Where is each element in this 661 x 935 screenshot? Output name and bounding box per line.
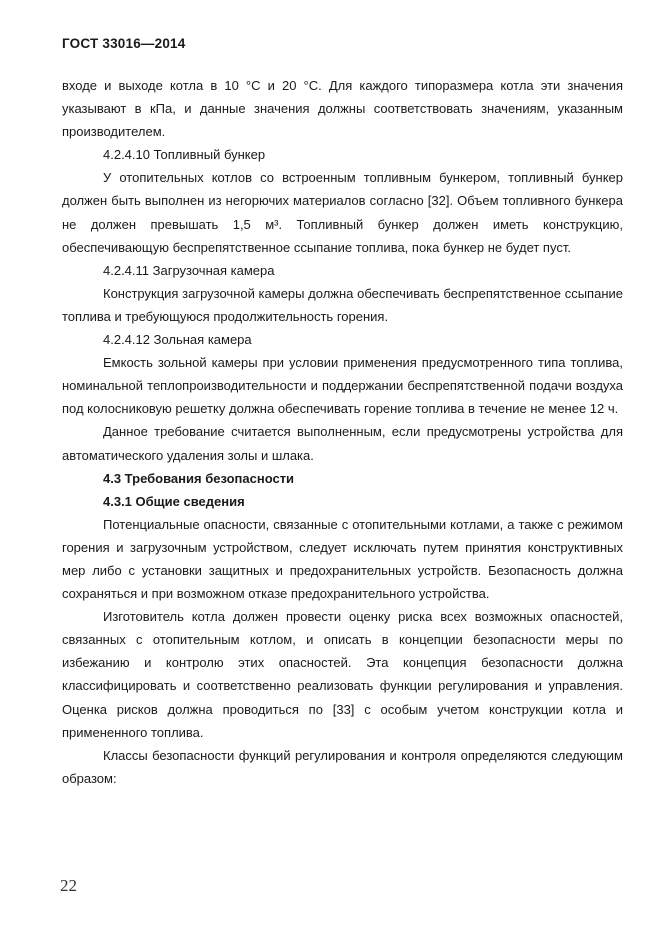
paragraph-ash-removal: Данное требование считается выполненным, если предусмотрены устройства для автоматического удаления золы и шлака. — [62, 424, 623, 463]
clause-heading-fuel-hopper: 4.2.4.10 Топливный бункер — [103, 147, 266, 163]
paragraph-continuation: входе и выходе котла в 10 °С и 20 °С. Для каждого типоразмера котла эти значения указывают в кПа, и данные значения должны соответствовать значениям, указанным производителем. — [62, 78, 623, 140]
page-number: 22 — [60, 876, 77, 895]
clause-heading-ash-chamber: 4.2.4.12 Зольная камера — [103, 332, 252, 348]
paragraph-loading-chamber: Конструкция загрузочной камеры должна обеспечивать беспрепятственное ссыпание топлива и требующуюся продолжительность горения. — [62, 285, 623, 324]
paragraph-fuel-hopper: У отопительных котлов со встроенным топливным бункером, топливный бункер должен быть выполнен из негорючих материалов согласно [32]. Объем топливного бункера не должен превышать 1,5 м³. Топливный бункер должен иметь конструкцию, обеспечивающую беспрепятственное ссыпание топлива, пока бункер не будет пуст. — [62, 170, 623, 255]
paragraph-hazards: Потенциальные опасности, связанные с отопительными котлами, а также с режимом горения и загрузочным устройством, следует исключать путем принятия конструктивных мер либо с установки защитных и предохранительных устройств. Безопасность должна сохраняться и при возможном отказе предохранительного устройства. — [62, 516, 623, 602]
clause-heading-loading-chamber: 4.2.4.11 Загрузочная камера — [103, 262, 275, 278]
document-code: ГОСТ 33016—2014 — [62, 36, 186, 51]
paragraph-ash-chamber: Емкость зольной камеры при условии применения предусмотренного типа топлива, номинальной теплопроизводительности и поддержании беспрепятственной подачи воздуха под колосниковую решетку должна обеспечивать горение топлива в течение не менее 12 ч. — [62, 355, 623, 417]
subsection-heading-general: 4.3.1 Общие сведения — [103, 493, 245, 509]
paragraph-safety-classes: Классы безопасности функций регулирования и контроля определяются следующим образом: — [62, 747, 623, 786]
page-content — [62, 74, 623, 790]
paragraph-risk-assessment: Изготовитель котла должен провести оценку риска всех возможных опасностей, связанных с отопительным котлом, и описать в концепции безопасности меры по избежанию и контролю этих опасностей. Эта концепция безопасности должна классифицировать и соответственно реализовать функции регулирования и управления. Оценка рисков должна проводиться по [33] с особым учетом конструкции котла и примененного топлива. — [62, 609, 623, 740]
section-heading-safety: 4.3 Требования безопасности — [103, 470, 295, 486]
